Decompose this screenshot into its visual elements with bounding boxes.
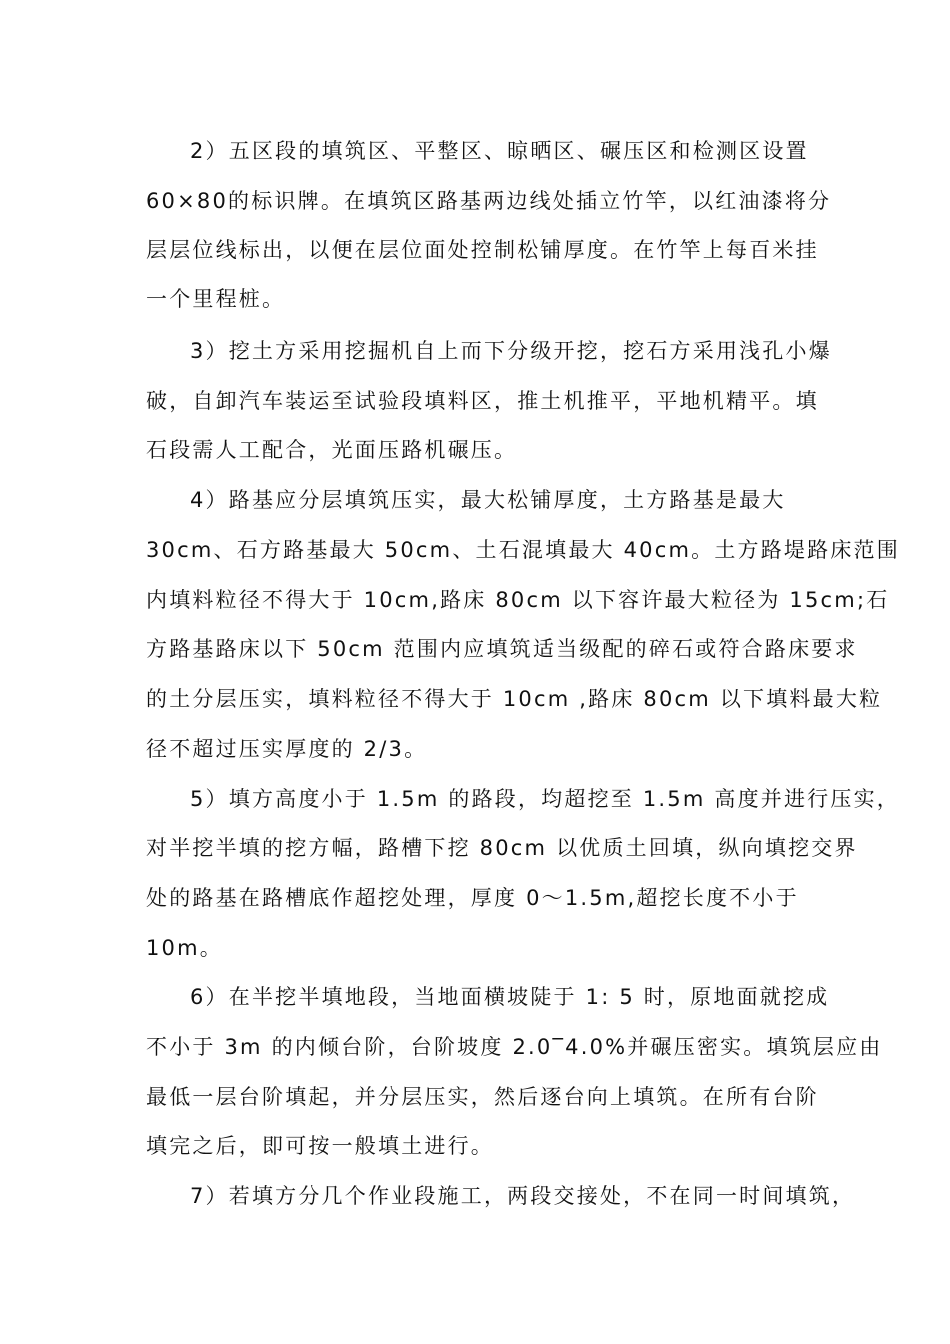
text-line: 5）填方高度小于 1.5m 的路段，均超挖至 1.5m 高度并进行压实， xyxy=(190,787,900,811)
text-line: 不小于 3m 的内倾台阶，台阶坡度 2.0‾4.0%并碾压密实。填筑层应由 xyxy=(146,1035,883,1059)
text-line: 处的路基在路槽底作超挖处理，厚度 0～1.5m,超挖长度不小于 xyxy=(146,886,799,910)
text-line: 6）在半挖半填地段，当地面横坡陡于 1: 5 时，原地面就挖成 xyxy=(190,985,830,1009)
text-line: 对半挖半填的挖方幅，路槽下挖 80cm 以优质土回填，纵向填挖交界 xyxy=(146,836,858,860)
text-line: 一个里程桩。 xyxy=(146,287,286,311)
text-line: 填完之后，即可按一般填土进行。 xyxy=(146,1134,494,1158)
text-line: 30cm、石方路基最大 50cm、土石混填最大 40cm。土方路堤路床范围 xyxy=(146,538,900,562)
text-line: 石段需人工配合，光面压路机碾压。 xyxy=(146,438,518,462)
text-line: 的土分层压实，填料粒径不得大于 10cm ,路床 80cm 以下填料最大粒 xyxy=(146,687,883,711)
text-line: 层层位线标出，以便在层位面处控制松铺厚度。在竹竿上每百米挂 xyxy=(146,238,819,262)
text-line: 内填料粒径不得大于 10cm,路床 80cm 以下容许最大粒径为 15cm;石 xyxy=(146,588,890,612)
text-line: 7）若填方分几个作业段施工，两段交接处，不在同一时间填筑， xyxy=(190,1184,856,1208)
text-line: 破，自卸汽车装运至试验段填料区，推土机推平，平地机精平。填 xyxy=(146,389,819,413)
text-line: 10m。 xyxy=(146,936,223,960)
text-line: 2）五区段的填筑区、平整区、晾晒区、碾压区和检测区设置 xyxy=(190,139,809,163)
text-line: 4）路基应分层填筑压实，最大松铺厚度，土方路基是最大 xyxy=(190,488,786,512)
text-line: 最低一层台阶填起，并分层压实，然后逐台向上填筑。在所有台阶 xyxy=(146,1085,819,1109)
text-line: 3）挖土方采用挖掘机自上而下分级开挖，挖石方采用浅孔小爆 xyxy=(190,339,832,363)
text-line: 径不超过压实厚度的 2/3。 xyxy=(146,737,428,761)
text-line: 方路基路床以下 50cm 范围内应填筑适当级配的碎石或符合路床要求 xyxy=(146,637,858,661)
text-line: 60×80的标识牌。在填筑区路基两边线处插立竹竿，以红油漆将分 xyxy=(146,189,832,213)
